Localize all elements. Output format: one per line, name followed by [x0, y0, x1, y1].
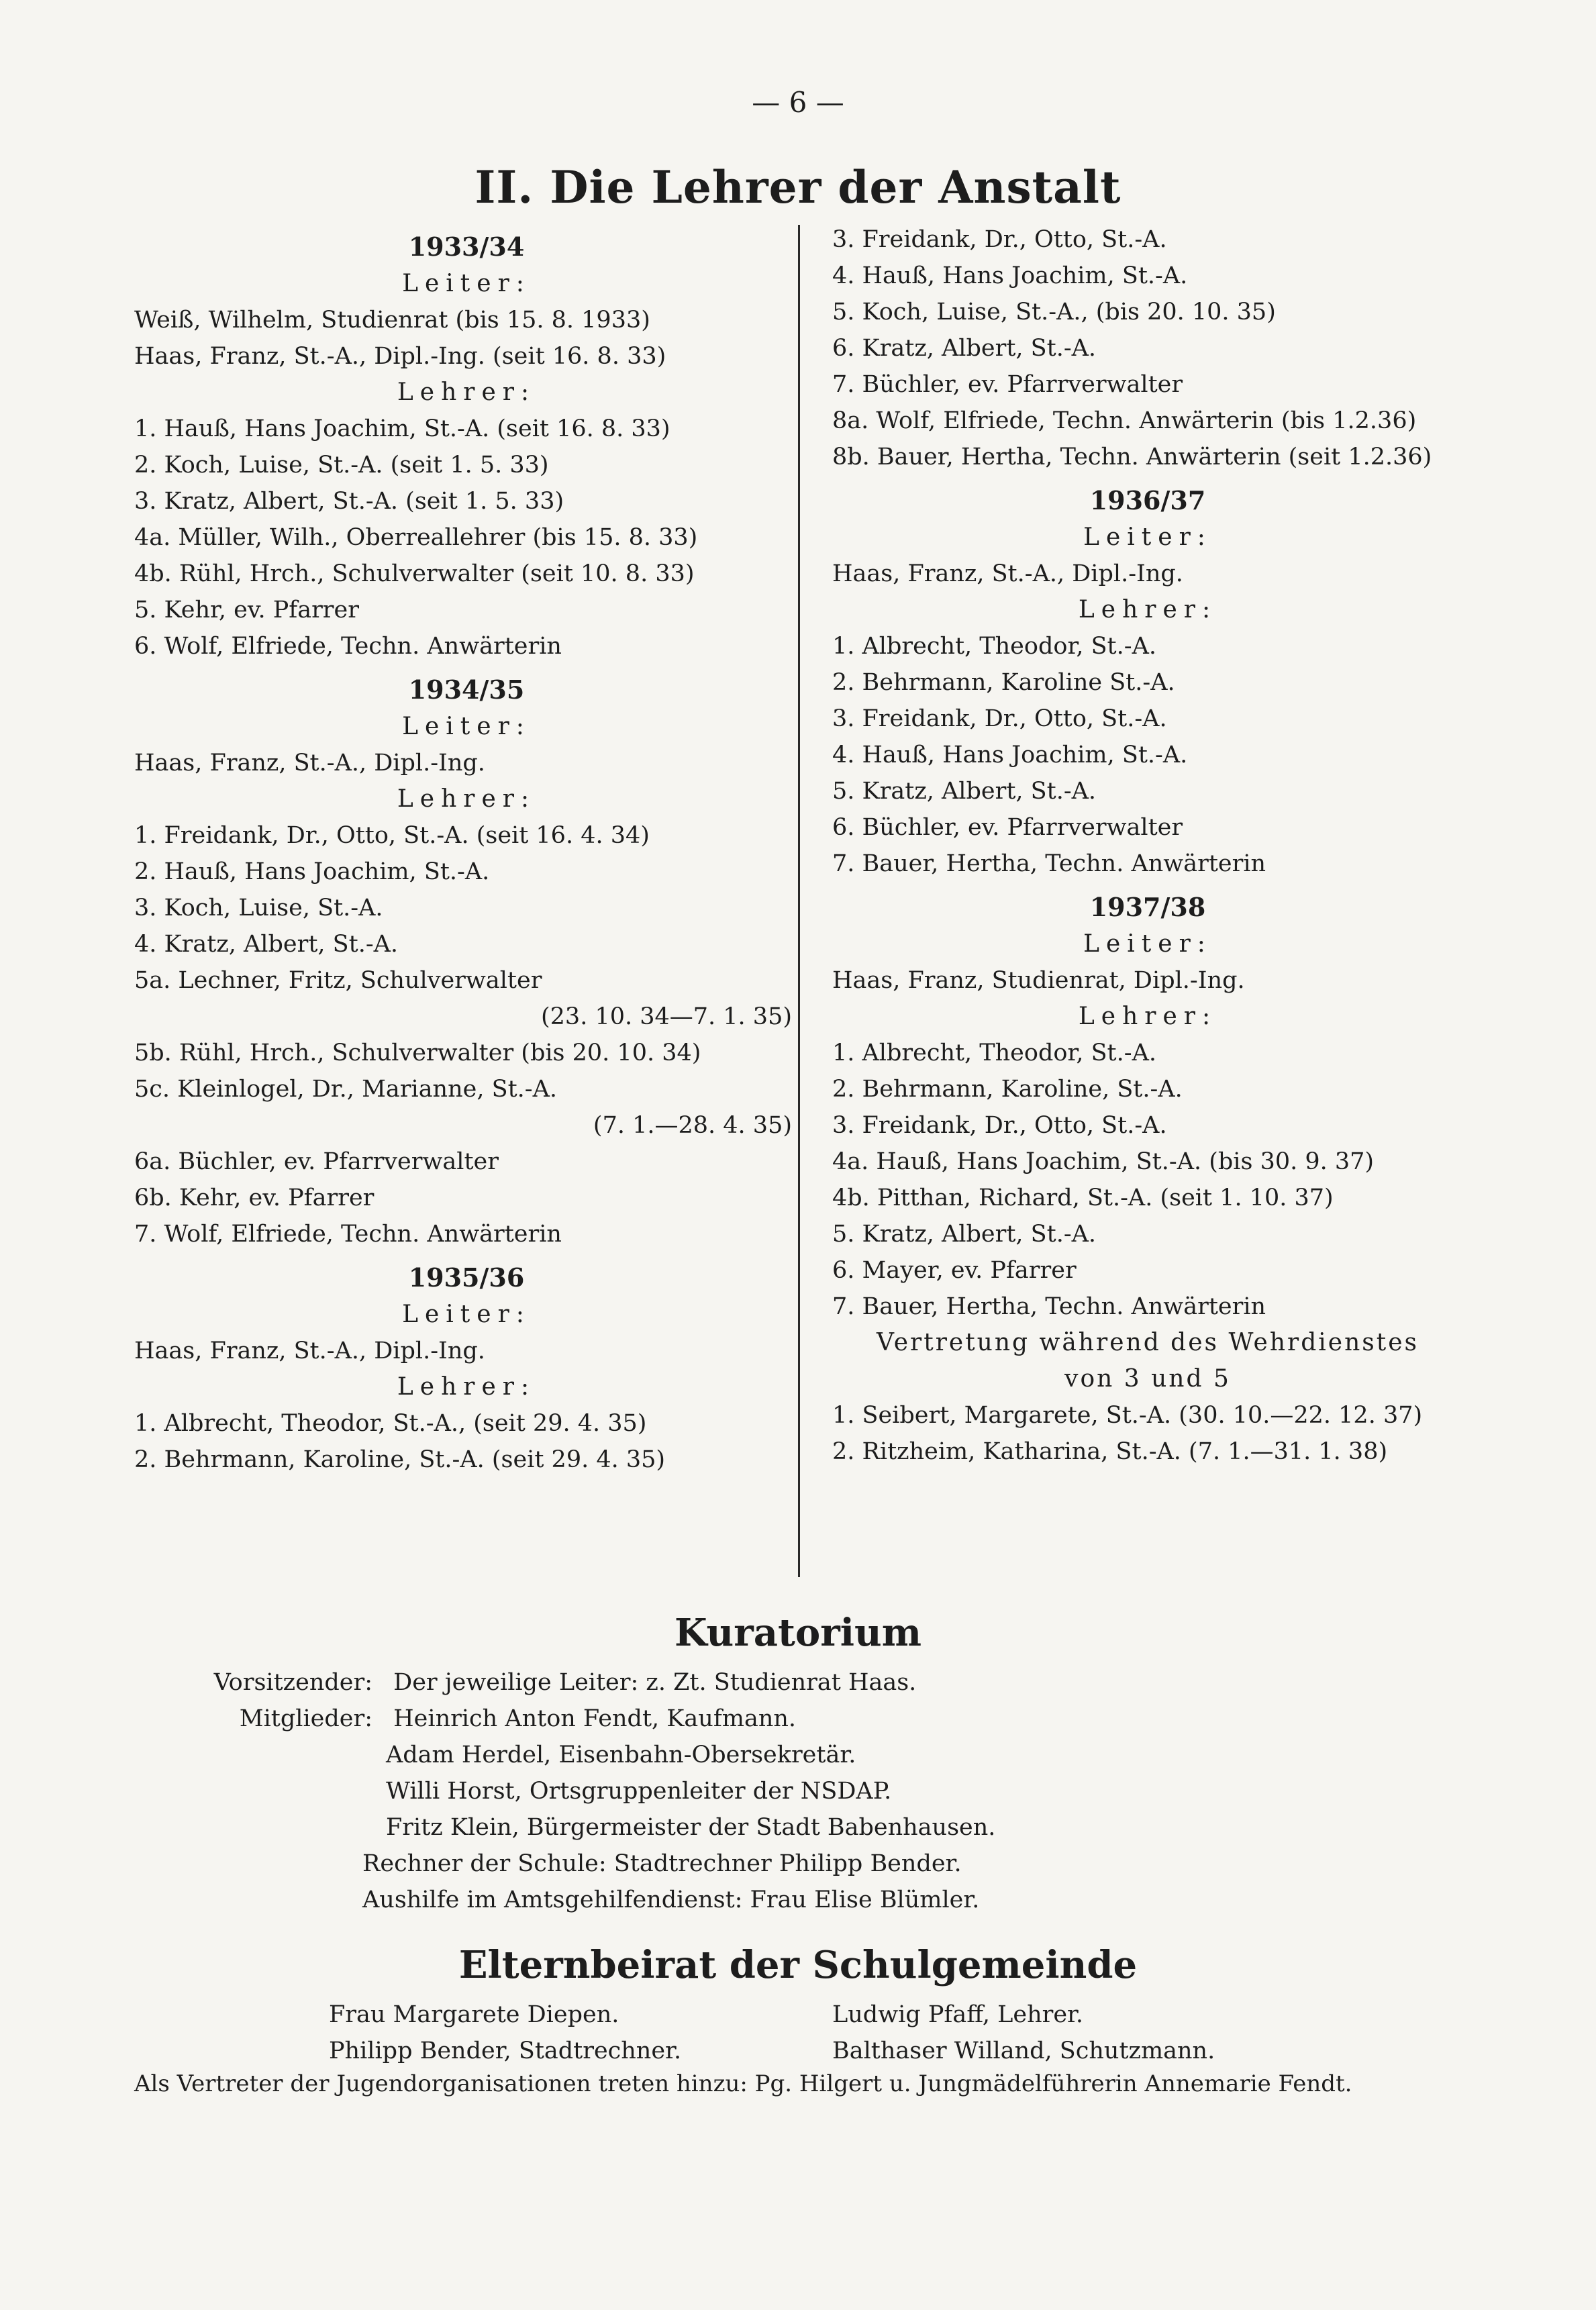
kuratorium-aushilfe: Aushilfe im Amtsgehilfendienst: Frau Elise Blümler. [362, 1887, 980, 1913]
lehrer-entry: 4b. Pitthan, Richard, St.-A. (seit 1. 10. 37) [832, 1185, 1334, 1211]
leiter-entry: Haas, Franz, St.-A., Dipl.-Ing. [832, 560, 1183, 587]
kuratorium-mitglied [201, 1773, 995, 1809]
school-year-heading: 1933/34 [408, 232, 525, 262]
leiter-entry: Haas, Franz, Studienrat, Dipl.-Ing. [832, 967, 1245, 994]
lehrer-entry: 1. Albrecht, Theodor, St.-A. [832, 633, 1156, 660]
elternbeirat-title: Elternbeirat der Schulgemeinde [458, 1943, 1138, 1987]
vertretung-heading: von 3 und 5 [1064, 1365, 1231, 1393]
vorsitzender-value: Der jeweilige Leiter: z. Zt. Studienrat Haas. [393, 1669, 917, 1696]
kuratorium-vorsitzender [201, 1664, 995, 1701]
lehrer-entry: 7. Bauer, Hertha, Techn. Anwärterin [832, 1293, 1266, 1320]
lehrer-entry: 8b. Bauer, Hertha, Techn. Anwärterin (seit 1.2.36) [832, 444, 1432, 470]
kuratorium-block [201, 1664, 995, 1918]
lehrer-entry: 3. Koch, Luise, St.-A. [134, 895, 383, 921]
right-column [832, 221, 1463, 1470]
lehrer-entry: 6. Kratz, Albert, St.-A. [832, 335, 1097, 362]
elternbeirat-block [0, 1997, 1596, 2069]
mitglieder-label: Mitglieder: [239, 1705, 372, 1732]
lehrer-entry: 5. Kratz, Albert, St.-A. [832, 778, 1097, 805]
kuratorium-rechner: Rechner der Schule: Stadtrechner Philipp Bender. [362, 1850, 962, 1877]
lehrer-entry: 1. Freidank, Dr., Otto, St.-A. (seit 16. 4. 34) [134, 822, 650, 849]
elternbeirat-member: Philipp Bender, Stadtrechner. [329, 2038, 682, 2064]
leiter-label: Leiter: [1083, 523, 1212, 551]
lehrer-entry: 4. Hauß, Hans Joachim, St.-A. [832, 742, 1188, 768]
lehrer-entry: 4. Kratz, Albert, St.-A. [134, 931, 399, 958]
lehrer-entry: (23. 10. 34—7. 1. 35) [541, 1003, 792, 1030]
school-year-heading: 1934/35 [408, 674, 525, 705]
lehrer-entry: 4. Hauß, Hans Joachim, St.-A. [832, 262, 1188, 289]
leiter-label: Leiter: [402, 713, 531, 740]
elternbeirat-member: Frau Margarete Diepen. [329, 2001, 619, 2028]
lehrer-entry: 2. Koch, Luise, St.-A. (seit 1. 5. 33) [134, 452, 549, 479]
lehrer-label: Lehrer: [1078, 596, 1217, 623]
mitglied-name: Heinrich Anton Fendt, Kaufmann. [393, 1705, 797, 1732]
left-column [134, 221, 799, 1478]
vertretung-heading: Vertretung während des Wehrdienstes [877, 1329, 1419, 1356]
elternbeirat-member: Ludwig Pfaff, Lehrer. [832, 2001, 1084, 2028]
lehrer-entry: 6. Wolf, Elfriede, Techn. Anwärterin [134, 633, 562, 660]
lehrer-entry: 7. Büchler, ev. Pfarrverwalter [832, 371, 1183, 398]
leiter-label: Leiter: [1083, 930, 1212, 958]
lehrer-entry: 6. Büchler, ev. Pfarrverwalter [832, 814, 1183, 841]
lehrer-entry: 1. Hauß, Hans Joachim, St.-A. (seit 16. 8. 33) [134, 415, 670, 442]
lehrer-entry: 3. Freidank, Dr., Otto, St.-A. [832, 705, 1167, 732]
lehrer-label: Lehrer: [1078, 1003, 1217, 1030]
section-title: II. Die Lehrer der Anstalt [475, 161, 1121, 213]
lehrer-entry: 2. Hauß, Hans Joachim, St.-A. [134, 858, 490, 885]
lehrer-entry: 8a. Wolf, Elfriede, Techn. Anwärterin (bis 1.2.36) [832, 407, 1417, 434]
elternbeirat-footer: Als Vertreter der Jugendorganisationen treten hinzu: Pg. Hilgert u. Jungmädelführerin Annemarie Fendt. [134, 2070, 1352, 2097]
vorsitzender-label: Vorsitzender: [213, 1669, 372, 1696]
vertretung-entry: 2. Ritzheim, Katharina, St.-A. (7. 1.—31. 1. 38) [832, 1438, 1388, 1465]
elternbeirat-row [0, 1997, 1596, 2033]
lehrer-entry: (7. 1.—28. 4. 35) [593, 1112, 792, 1139]
mitglied-name: Fritz Klein, Bürgermeister der Stadt Babenhausen. [386, 1814, 996, 1841]
mitglied-name: Willi Horst, Ortsgruppenleiter der NSDAP. [386, 1778, 892, 1805]
kuratorium-mitglied [201, 1737, 995, 1773]
leiter-entry: Weiß, Wilhelm, Studienrat (bis 15. 8. 1933) [134, 307, 650, 334]
school-year-heading: 1937/38 [1089, 892, 1206, 922]
mitglied-name: Adam Herdel, Eisenbahn-Obersekretär. [386, 1742, 856, 1768]
lehrer-entry: 6. Mayer, ev. Pfarrer [832, 1257, 1077, 1284]
lehrer-entry: 4b. Rühl, Hrch., Schulverwalter (seit 10. 8. 33) [134, 560, 695, 587]
lehrer-entry: 7. Bauer, Hertha, Techn. Anwärterin [832, 850, 1266, 877]
lehrer-entry: 5. Kratz, Albert, St.-A. [832, 1221, 1097, 1248]
lehrer-entry: 5b. Rühl, Hrch., Schulverwalter (bis 20. 10. 34) [134, 1040, 701, 1066]
lehrer-label: Lehrer: [397, 785, 536, 813]
elternbeirat-row [0, 2033, 1596, 2069]
lehrer-entry: 5a. Lechner, Fritz, Schulverwalter [134, 967, 542, 994]
lehrer-entry: 2. Behrmann, Karoline St.-A. [832, 669, 1175, 696]
leiter-entry: Haas, Franz, St.-A., Dipl.-Ing. [134, 1338, 485, 1364]
leiter-entry: Haas, Franz, St.-A., Dipl.-Ing. [134, 750, 485, 776]
lehrer-entry: 3. Kratz, Albert, St.-A. (seit 1. 5. 33) [134, 488, 564, 515]
lehrer-entry: 4a. Müller, Wilh., Oberreallehrer (bis 15. 8. 33) [134, 524, 698, 551]
elternbeirat-member: Balthaser Willand, Schutzmann. [832, 2038, 1215, 2064]
leiter-label: Leiter: [402, 270, 531, 297]
lehrer-entry: 5c. Kleinlogel, Dr., Marianne, St.-A. [134, 1076, 557, 1103]
vertretung-entry: 1. Seibert, Margarete, St.-A. (30. 10.—22. 12. 37) [832, 1402, 1423, 1429]
lehrer-entry: 1. Albrecht, Theodor, St.-A. [832, 1040, 1156, 1066]
lehrer-entry: 5. Kehr, ev. Pfarrer [134, 597, 359, 623]
school-year-heading: 1935/36 [408, 1262, 525, 1293]
lehrer-entry: 7. Wolf, Elfriede, Techn. Anwärterin [134, 1221, 562, 1248]
page-number: — 6 — [752, 86, 844, 119]
leiter-entry: Haas, Franz, St.-A., Dipl.-Ing. (seit 16. 8. 33) [134, 343, 666, 370]
lehrer-entry: 6a. Büchler, ev. Pfarrverwalter [134, 1148, 499, 1175]
school-year-heading: 1936/37 [1089, 485, 1206, 515]
lehrer-entry: 5. Koch, Luise, St.-A., (bis 20. 10. 35) [832, 299, 1276, 325]
lehrer-entry: 2. Behrmann, Karoline, St.-A. (seit 29. 4. 35) [134, 1446, 666, 1473]
lehrer-entry: 3. Freidank, Dr., Otto, St.-A. [832, 1112, 1167, 1139]
lehrer-entry: 2. Behrmann, Karoline, St.-A. [832, 1076, 1183, 1103]
lehrer-entry: 4a. Hauß, Hans Joachim, St.-A. (bis 30. 9. 37) [832, 1148, 1375, 1175]
lehrer-entry: 3. Freidank, Dr., Otto, St.-A. [832, 226, 1167, 253]
kuratorium-mitglied [201, 1701, 995, 1737]
leiter-label: Leiter: [402, 1301, 531, 1328]
lehrer-entry: 6b. Kehr, ev. Pfarrer [134, 1185, 375, 1211]
lehrer-entry: 1. Albrecht, Theodor, St.-A., (seit 29. 4. 35) [134, 1410, 647, 1437]
lehrer-label: Lehrer: [397, 1373, 536, 1401]
kuratorium-title: Kuratorium [675, 1611, 921, 1655]
lehrer-label: Lehrer: [397, 379, 536, 406]
kuratorium-mitglied [201, 1809, 995, 1846]
